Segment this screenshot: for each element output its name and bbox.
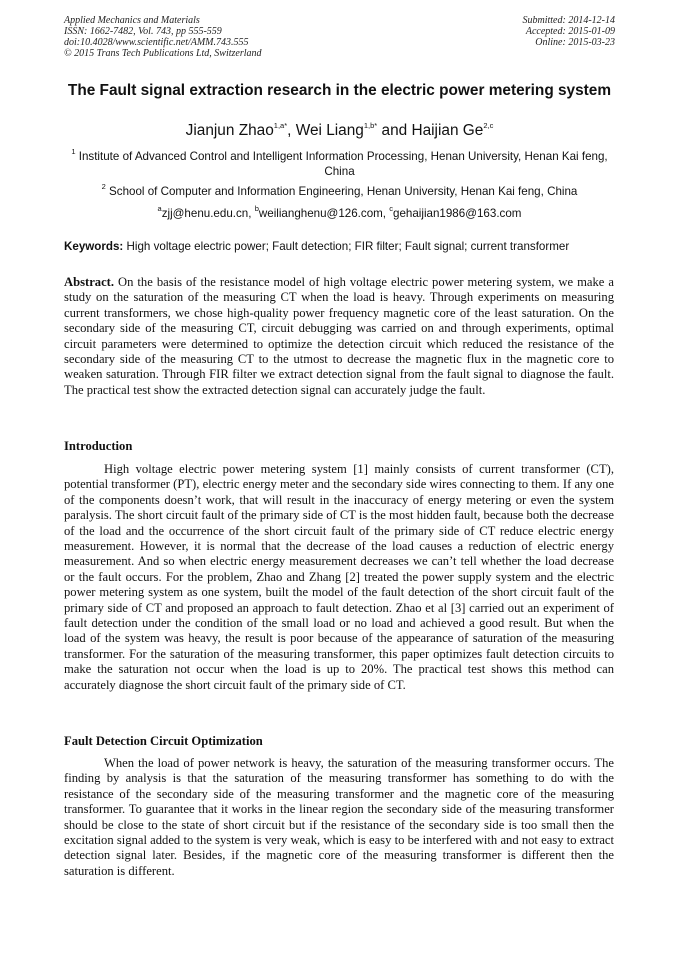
- affiliation-text: School of Computer and Information Engineering, Henan University, Henan Kai feng, China: [109, 185, 578, 198]
- email-mark: a: [157, 204, 162, 214]
- fault-detection-paragraph: When the load of power network is heavy, the saturation of the measuring transformer occurs. The finding by analysis is that the saturation of the measuring transformer has something to do with the resistance of the secondary side of the measuring transformer and the magnetic core of the measuring transformer. To guarantee that it works in the linear region the secondary side of the measuring transformer should be close to the state of short circuit but if the resistance of the secondary side is too small then the excitation signal added to the system is very weak, which is easy to be interfered with and not easy to extract detection signal later. Besides, if the magnetic core of the measuring transformer is different then the saturation is different.: [64, 756, 614, 878]
- email-list: [64, 206, 615, 221]
- email-separator: ,: [248, 207, 255, 220]
- submitted-date: Submitted: 2014-12-14: [522, 15, 615, 26]
- email-address[interactable]: weilianghenu@126.com: [258, 207, 383, 220]
- keywords-label: Keywords:: [64, 240, 124, 253]
- author-affiliation-mark: 1,a*: [273, 120, 288, 130]
- email-address[interactable]: zjj@henu.edu.cn: [161, 207, 249, 220]
- author-affiliation-mark: 1,b*: [363, 120, 378, 130]
- author-name: Jianjun Zhao: [185, 122, 274, 139]
- abstract-text: On the basis of the resistance model of high voltage electric power metering system, we make a study on the saturation of the measuring CT when the load is heavy. Through experiments on measuring current transformers, we chose high-quality power frequency magnetic core of the least saturation. On the secondary side of the measuring CT, circuit debugging was carried on and through experiments, optimal circuit parameters were determined to optimize the detection circuit which reduced the resistance of the secondary side of the measuring CT to the utmost to decrease the magnetic flux in the magnetic core to weaken saturation. Through FIR filter we extract detection signal from the fault signal to diagnose the fault. The practical test show the extracted detection signal can accurately judge the fault.: [64, 275, 614, 397]
- affiliation-2: [64, 184, 615, 199]
- author-separator: and: [377, 122, 412, 139]
- accepted-date: Accepted: 2015-01-09: [525, 26, 615, 37]
- author-name: Haijian Ge: [411, 122, 484, 139]
- abstract-label: Abstract.: [64, 275, 115, 289]
- abstract: [64, 275, 614, 398]
- fault-detection-heading: Fault Detection Circuit Optimization: [64, 734, 263, 748]
- introduction-paragraph: High voltage electric power metering system [1] mainly consists of current transformer (CT), potential transformer (PT), electric energy meter and the secondary side wires connecting to them. If any one of the components doesn’t work, that will result in the inaccuracy of energy metering or even the system paralysis. The short circuit fault of the primary side of CT is the most hidden fault, because both the decrease of the load and the occurrence of the short circuit fault of the primary side of CT reduce electric energy measurement. However, it is normal that the decrease of the load causes a reduction of electric energy measurement. And so when electric energy measurement decreases we can’t tell whether the load decrease or the fault occurs. For the problem, Zhao and Zhang [2] treated the power supply system and the electric power metering system as one system, built the model of the fault detection of the short circuit fault of the primary side of CT and proposed an approach to fault detection. Zhao et al [3] carried out an experiment of fault detection under the condition of the small load or no load and achieved a good result. But when the load of the system was heavy, the result is poor because of the appearance of saturation of the measuring transformer. For the saturation of the measuring transformer, this paper optimizes fault detection circuits to make the saturation not occur when the load is up to 20%. The practical test shows this method can accurately diagnose the short circuit fault of the primary side of CT.: [64, 462, 614, 692]
- affiliation-1: [64, 149, 615, 179]
- introduction-heading: Introduction: [64, 439, 133, 453]
- affiliation-number: 1: [71, 147, 76, 157]
- email-separator: ,: [382, 207, 390, 220]
- journal-copyright: © 2015 Trans Tech Publications Ltd, Switzerland: [64, 48, 262, 59]
- author-list: [64, 121, 615, 140]
- affiliation-text: Institute of Advanced Control and Intelligent Information Processing, Henan University, Henan Kai feng, China: [78, 150, 608, 178]
- journal-info: [64, 15, 262, 59]
- email-mark: b: [254, 204, 259, 214]
- online-date: Online: 2015-03-23: [535, 37, 615, 48]
- author-name: Wei Liang: [295, 122, 364, 139]
- keywords-text: High voltage electric power; Fault detection; FIR filter; Fault signal; current transformer: [126, 240, 570, 253]
- author-affiliation-mark: 2,c: [483, 120, 494, 130]
- journal-doi: doi:10.4028/www.scientific.net/AMM.743.555: [64, 37, 249, 48]
- email-address[interactable]: gehaijian1986@163.com: [393, 207, 522, 220]
- affiliation-number: 2: [101, 182, 106, 192]
- journal-issn: ISSN: 1662-7482, Vol. 743, pp 555-559: [64, 26, 222, 37]
- journal-name: Applied Mechanics and Materials: [64, 15, 200, 26]
- paper-title: The Fault signal extraction research in the electric power metering system: [67, 82, 612, 99]
- author-separator: ,: [287, 122, 296, 139]
- submission-dates: [523, 15, 616, 48]
- keywords: [64, 239, 624, 254]
- email-mark: c: [389, 204, 393, 214]
